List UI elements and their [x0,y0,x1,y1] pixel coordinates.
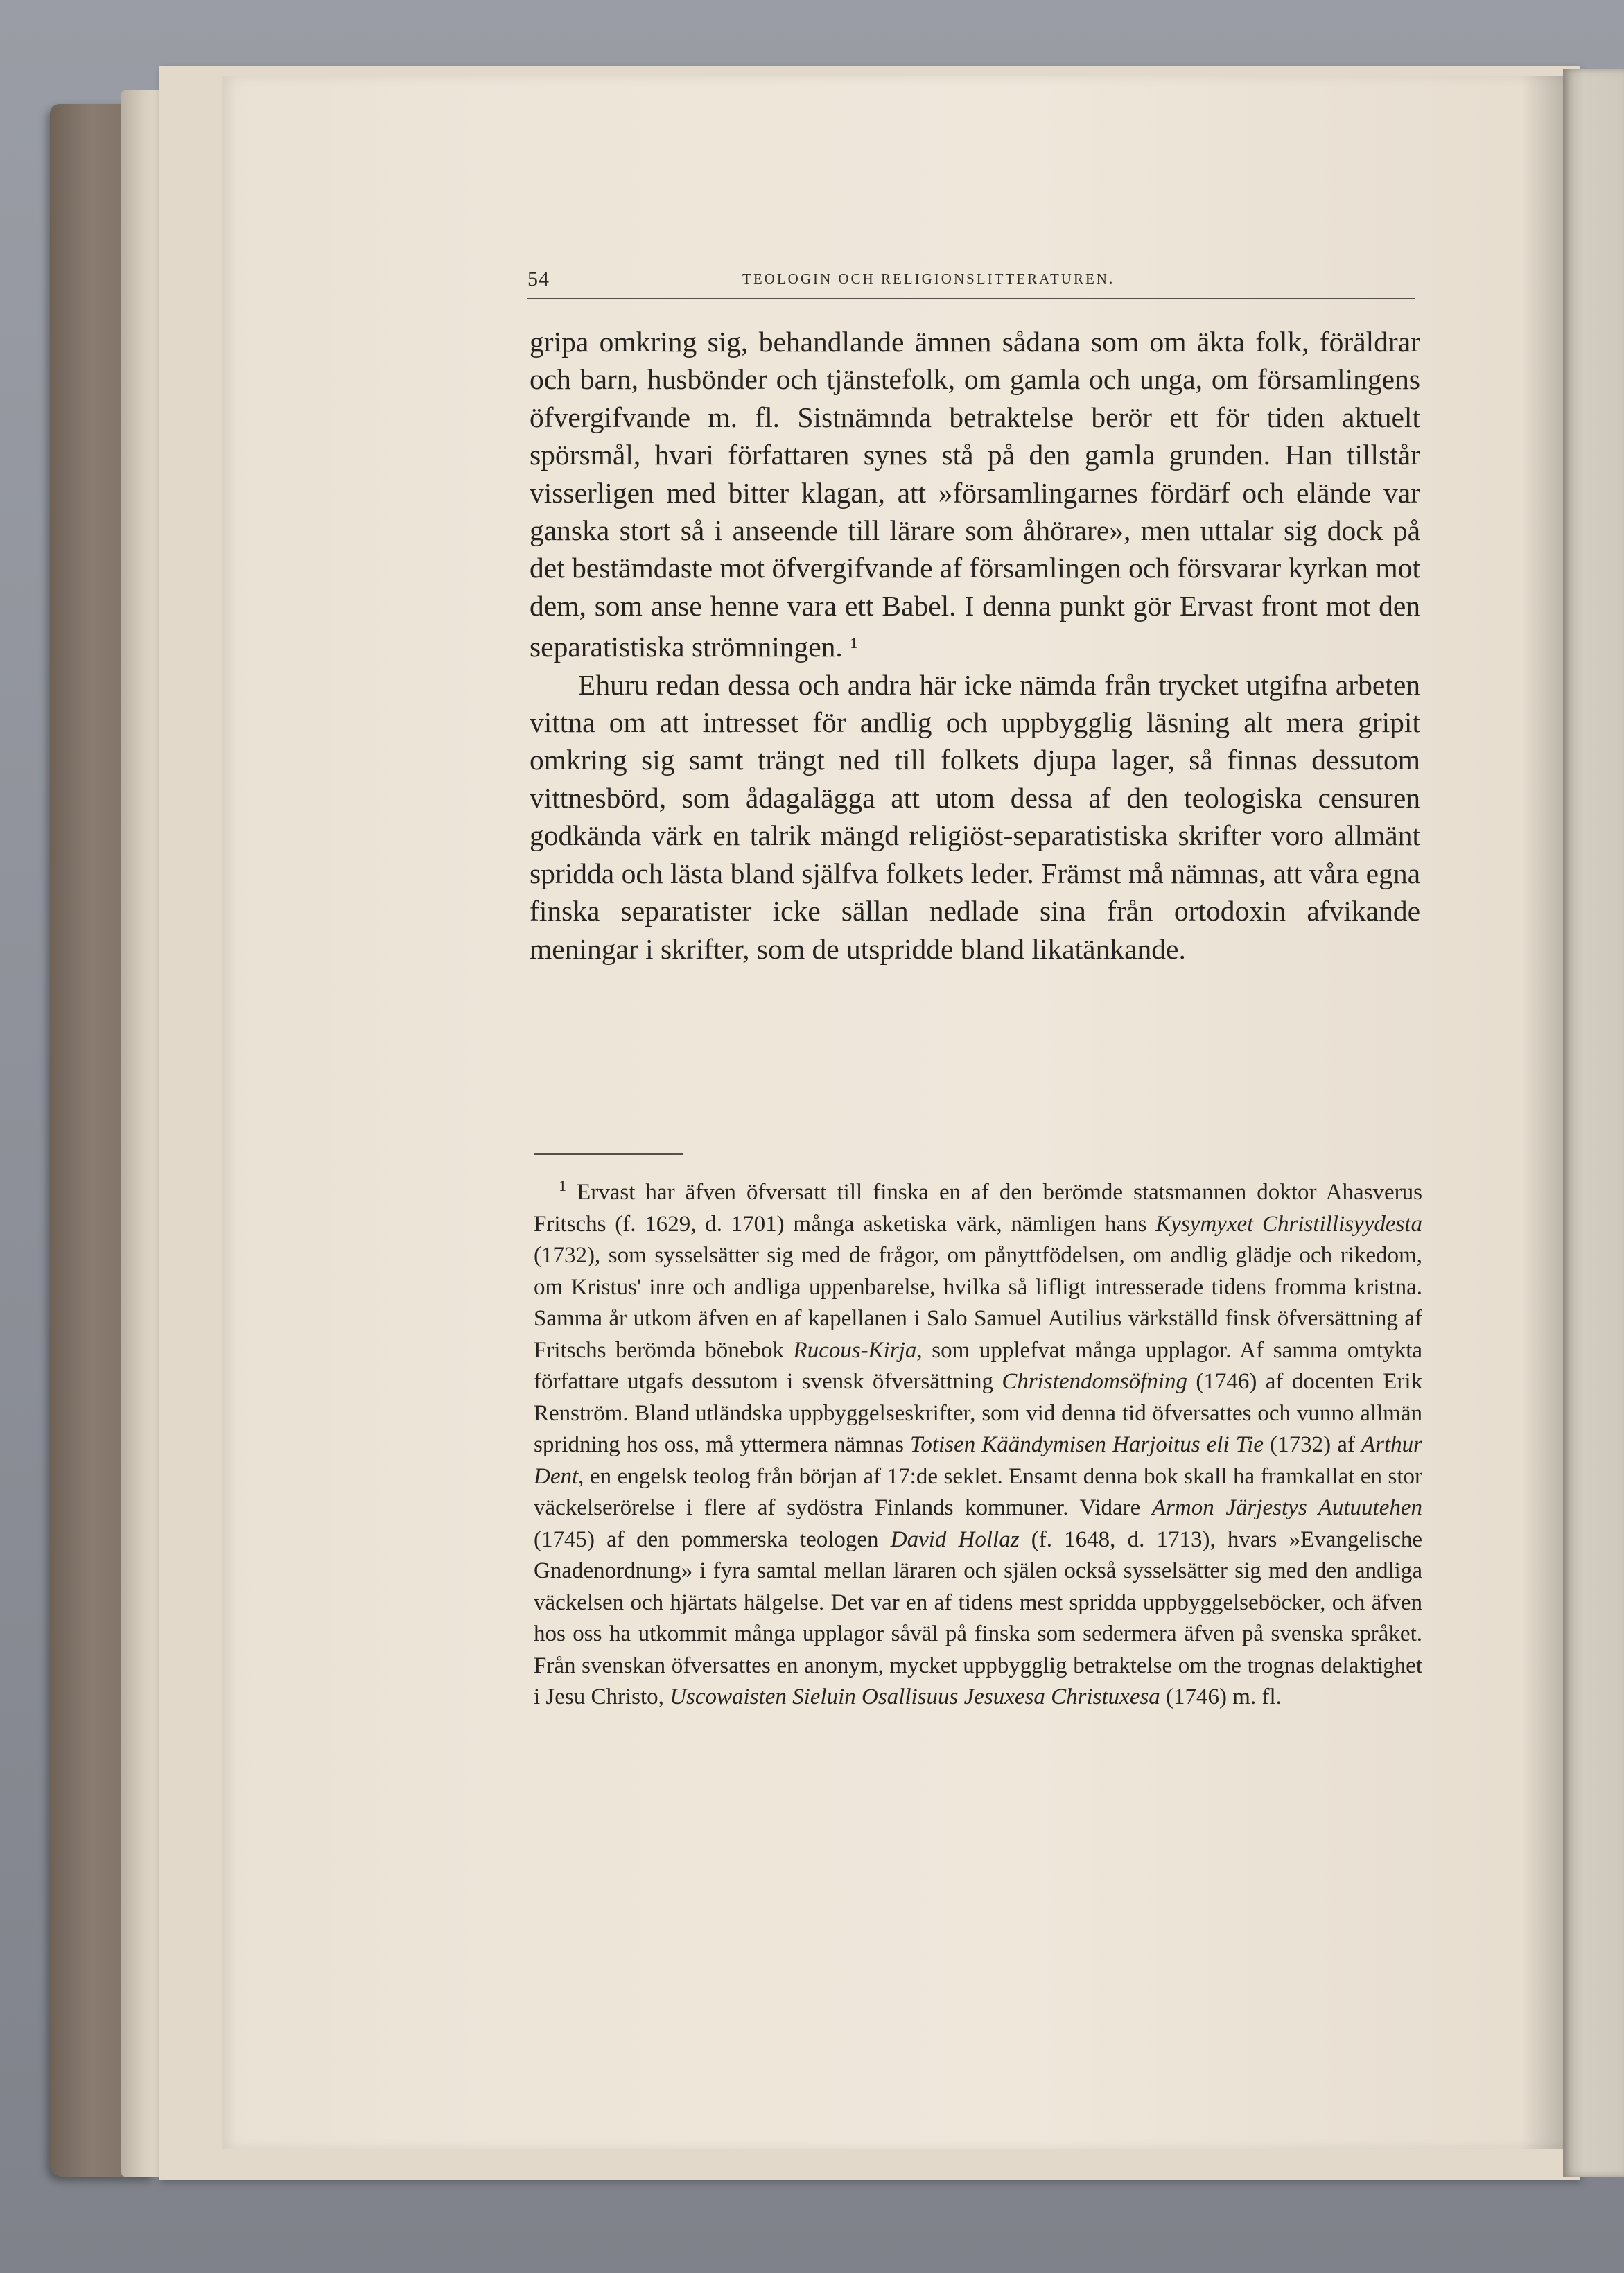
book-title: Uscowaisten Sieluin Osallisuus Jesuxesa Christuxesa [670,1684,1160,1709]
running-head: TEOLOGIN OCH RELIGIONSLITTERATUREN. [742,270,1115,287]
footnote-text: (1732) af [1264,1432,1361,1457]
gutter-shadow [1521,76,1563,2149]
page-header [527,266,1415,299]
footnote-text: (1746) m. fl. [1160,1684,1282,1709]
footnote-text: (1732), som sysselsätter sig med de frågor, om pånyttfödelsen, om andlig glädje och rikedom, om Kristus' inre och andliga uppenbarelse, hvilka så lifligt intresserade tidens fromma kristna. Samma år utkom äfven en af kapellanen i Salo Samuel Autilius värkställd finsk öfversättning af Fritschs berömda bönebok [534,1243,1422,1363]
footnote-rule [534,1153,683,1155]
footnote-text: , en engelsk teolog från början af 17:de seklet. Ensamt denna bok skall ha framkallat en stor väckelserörelse i flere af sydöstra Finlands kommuner. Vidare [534,1463,1422,1520]
footnote-text: , som upplefvat många upplagor. Af samma omtykta författare utgafs dessutom i svensk öfversättning [534,1337,1423,1394]
facing-page-edge [1563,69,1624,2177]
book-title: Kysymyxet Christillisyydesta [1155,1211,1422,1237]
paragraph-1-text: gripa omkring sig, behandlande ämnen sådana som om äkta folk, föräldrar och barn, husbönder och tjänstefolk, om gamla och unga, om församlingens öfvergifvande m. fl. Sistnämnda betraktelse berör ett för tiden aktuelt spörsmål, hvari författaren synes stå på den gamla grunden. Han tillstår visserligen med bitter klagan, att »församlingarnes fördärf och elände var ganska stort så i anseende till lärare som åhörare», men uttalar sig dock på det bestämdaste mot öfvergifvande af församlingen och försvarar kyrkan mot dem, som anse henne vara ett Babel. I denna punkt gör Ervast front mot den separatistiska strömningen. [530,326,1420,663]
footnote [534,1170,1422,1714]
footnote-text: (1745) af den pommerska teologen [534,1526,891,1552]
footnote-text: (1746) af docenten Erik Renström. Bland utländska uppbyggelseskrifter, som vid denna tid öfversattes och vunno allmän spridning hos oss, må yttermera nämnas [534,1369,1423,1457]
book-title: Rucous-Kirja [793,1337,917,1363]
footnote-text: Ervast har äfven öfversatt till finska en af den berömde statsmannen doktor Ahasverus Fritschs (f. 1629, d. 1701) många asketiska värk, nämligen hans [534,1180,1422,1237]
author-name: David Hollaz [890,1526,1020,1552]
paragraph-2: Ehuru redan dessa och andra här icke nämda från trycket utgifna arbeten vittna om att intresset för andlig och uppbygglig läsning alt mera gripit omkring sig samt trängt ned till folkets djupa lager, så finnas dessutom vittnesbörd, som ådagalägga att utom dessa af den teologiska censuren godkända värk en talrik mängd religiöst-separatistiska skrifter voro allmänt spridda och lästa bland själfva folkets leder. Främst må nämnas, att våra egna finska separatister icke sällan nedlade sina från ortodoxin afvikande meningar i skrifter, som de utspridde bland likatänkande. [530,668,1420,965]
footnote-reference: 1 [850,634,858,652]
footnote-1 [534,1170,1422,1714]
book-title: Armon Järjestys Autuutehen [1151,1495,1422,1520]
paragraph-1 [530,323,1420,666]
page-number: 54 [527,268,550,290]
book-title: Christendomsöfning [1002,1369,1188,1394]
main-text [530,323,1420,968]
footnote-text: (f. 1648, d. 1713), hvars »Evangelische Gnadenordnung» i fyra samtal mellan läraren och själen också sysselsätter sig med den andliga väckelsen och hjärtats hälgelse. Det var en af tidens mest spridda uppbyggelseböcker, och äfven hos oss ha utkommit många upplagor såväl på finska som sedermera äfven på svenska språket. Från svenskan öfversattes en anonym, mycket uppbygglig betraktelse om the trognas delaktighet i Jesu Christo, [534,1526,1422,1709]
footnote-number: 1 [559,1177,566,1194]
book-title: Totisen Käändymisen Harjoitus eli Tie [910,1432,1264,1457]
author-name: Arthur Dent [534,1432,1422,1489]
